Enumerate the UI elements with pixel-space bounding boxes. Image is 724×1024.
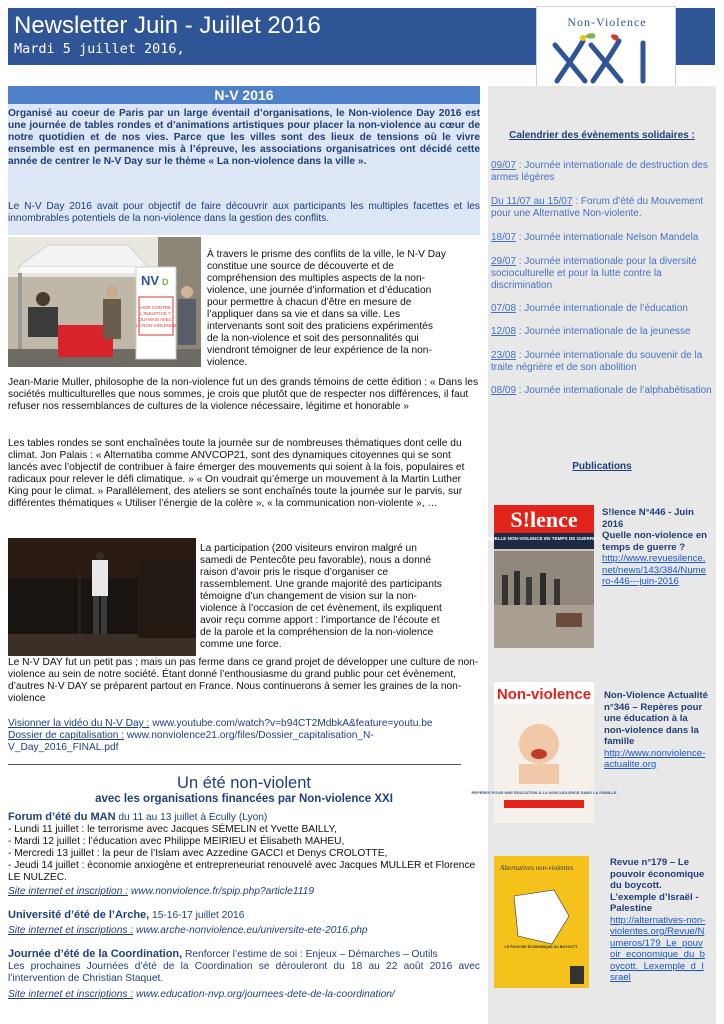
publication-link[interactable]: http://www.nonviolence-actualite.org (604, 747, 706, 770)
dossier-link[interactable]: www.nonviolence21.org/files/Dossier_capitalisation_N-V_Day_2016_FINAL.pdf (8, 730, 374, 753)
calendar-event (491, 160, 713, 184)
anv-cover-sub: LE POUVOIR ÉCONOMIQUE DU BOYCOTT (504, 945, 578, 949)
muller-paragraph: Jean-Marie Muller, philosophe de la non-violence fut un des grands témoins de cette édition : « Dans les sociétés multiculturelles que nous sommes, je crois que plutôt que de respecter nos différences, il faut refuser nos ressemblances de cultures de la violence nécessaire, légitime et honorable » (8, 377, 479, 412)
calendar-event-text: : Journée internationale de l’éducation (516, 303, 688, 314)
objective-paragraph: Le N-V Day 2016 avait pour objectif de faire découvrir aux participants les multiples facettes et les innombrables potentiels de la non-violence dans la gestion des conflits. (8, 201, 480, 224)
forum-item: - Jeudi 14 juillet : économie anxiogène et entrepreneuriat renouvelé avec Jacques MULLER et Florence LE NULZEC. (8, 860, 476, 883)
newsletter-date: Mardi 5 juillet 2016, (14, 41, 185, 57)
speaker-photo (8, 538, 196, 656)
logo-mark-icon (551, 29, 663, 87)
nvday-stand-photo (8, 237, 201, 367)
arche-link-label: Site internet et inscriptions : (8, 925, 134, 936)
calendar-event (491, 303, 713, 315)
calendar-event-date: Du 11/07 au 15/07 (491, 196, 573, 207)
calendar-event-date: 23/08 (491, 350, 517, 361)
silence-cover-title: S!lence (510, 507, 578, 532)
publication-item (604, 690, 708, 771)
calendar-event (491, 196, 713, 220)
publication-link[interactable]: http://alternatives-non-violentes.org/Revue/Numeros/179_Le_pouvoir_economique_du_boycott._Lexemple_d_Israel (610, 914, 706, 983)
publication-title: Revue n°179 – Le pouvoir économique du boycott. L’exemple d’Israël - Palestine (610, 857, 705, 914)
section-heading-nv2016: N-V 2016 (8, 86, 480, 104)
calendar-event-date: 07/08 (491, 303, 517, 314)
calendar-event-text: : Journée internationale de destruction des armes légères (491, 160, 708, 183)
calendar-event-date: 08/09 (491, 385, 517, 396)
forum-item: - Mercredi 13 juillet : la peur de l’Islam avec Azzedine GACCI et Denys CROLOTTE, (8, 848, 388, 859)
calendar-event (491, 326, 713, 338)
calendar-event-text: : Journée internationale du souvenir de la traite négrière et de son abolition (491, 350, 703, 373)
calendar-event-date: 09/07 (491, 160, 517, 171)
calendar-title: Calendrier des évènements solidaires : (509, 130, 695, 141)
publication-title: Non-Violence Actualité n°346 – Repères pour une éducation à la non-violence dans la famille (604, 690, 708, 747)
publication-item (610, 857, 708, 984)
forum-dates: du 11 au 13 juillet à Ecully (Lyon) (115, 812, 268, 823)
calendar-event-date: 29/07 (491, 256, 517, 267)
anv-cover-title: Alternatives non-violentes (500, 864, 574, 872)
publication-item (602, 507, 708, 588)
forum-link[interactable]: www.nonviolence.fr/spip.php?article1119 (128, 886, 314, 897)
coord-link-label: Site internet et inscriptions : (8, 989, 134, 1000)
arche-dates: 15-16-17 juillet 2016 (149, 910, 245, 921)
coord-text: Les prochaines Journées d’été de la Coordination se dérouleront du 18 au 22 août 2016 avec l’intervention de Christian Staquet. (8, 961, 480, 984)
coord-link[interactable]: www.education-nvp.org/journees-dete-de-la-coordination/ (133, 989, 395, 1000)
calendar-event (491, 232, 713, 244)
summer-events (8, 811, 480, 1001)
divider (8, 764, 461, 765)
roundtables-paragraph: Les tables rondes se sont enchaînées toute la journée sur de nombreuses thématiques dont celle du climat. Jon Palais : « Alternatiba comme ANVCOP21, sont des dynamiques citoyennes qui se sont lancés avec l’objectif de contribuer à faire émerger des mouvements qui soient à la fois, populaires et radicaux pour relever le défi climatique. » « On voudrait qu’émerge un mouvement à la Martin Luther King pour le climat. » Parallèlement, des ateliers se sont enchaînés toute la journée sur le parvis, sur différentes thématiques « Utiliser l’énergie de la colère », « la communication non-violente », … (8, 438, 465, 509)
calendar-event-text: : Journée internationale Nelson Mandela (516, 232, 699, 243)
section-heading-summer: Un été non-violent (177, 774, 311, 792)
calendar-event-text: : Forum d’été du Mouvement pour une Alternative Non-violente. (491, 196, 704, 219)
calendar-event (491, 256, 713, 292)
publication-link[interactable]: http://www.revuesilence.net/news/143/384/Numero-446---juin-2016 (602, 553, 706, 587)
svg-text:NV: NV (141, 273, 160, 288)
calendar-event-text: : Journée internationale de l’alphabétisation (516, 385, 712, 396)
publication-subtitle: Quelle non-violence en temps de guerre ? (602, 530, 708, 553)
anv-cover[interactable] (494, 856, 589, 988)
forum-item: - Lundi 11 juillet : le terrorisme avec Jacques SÉMELIN et Yvette BAILLY, (8, 824, 337, 835)
silence-cover-sub: QUELLE NON-VIOLENCE EN TEMPS DE GUERRE ? (487, 536, 601, 541)
publications-title: Publications (572, 461, 632, 472)
nv-actualite-cover[interactable] (471, 682, 617, 823)
intro-paragraph: Organisé au coeur de Paris par un large éventail d’organisations, le Non-violence Day 2016 est une journée de tables rondes et d’animations artistiques pour placer la non-violence au cœur de notre quotidien et de nos vies. Parce que les villes sont des lieux de tensions où le vivre ensemble est en permanence mis à l’épreuve, les associations organisatrices ont décidé cette année de centrer le N-V Day sur le thème « La non-violence dans la ville ». (8, 108, 480, 167)
photo1-sign: AGIR CONTRE L’INJUSTICE ? OUI MAIS AVEC LA NON-VIOLENCE (135, 305, 177, 328)
calendar-event-text: : Journée internationale pour la diversité socioculturelle et pour la lutte contre la discrimination (491, 256, 697, 291)
coord-title: Journée d’été de la Coordination, (8, 948, 183, 960)
calendar-event-text: : Journée internationale de la jeunesse (516, 326, 691, 337)
coord-theme: Renforcer l’estime de soi : Enjeux – Démarches – Outils (182, 949, 438, 960)
newsletter-title: Newsletter Juin - Juillet 2016 (14, 12, 321, 39)
nv-cover-sub: REPÈRES POUR UNE ÉDUCATION À LA NON-VIOLENCE DANS LA FAMILLE (471, 790, 617, 795)
forum-title: Forum d’été du MAN (8, 811, 116, 823)
dossier-link-label: Dossier de capitalisation : (8, 730, 125, 741)
calendar-event (491, 350, 713, 374)
small-step-paragraph: Le N-V DAY fut un petit pas ; mais un pas ferme dans ce grand projet de développer une culture de non-violence au sein de notre société. Étant donné l’enthousiasme du grand public pour cet évènement, d’autres N-V DAY se préparent partout en France. Nous continuerons à semer les graines de la non-violence (8, 657, 479, 704)
video-link-label: Visionner la vidéo du N-V Day : (8, 718, 150, 729)
prism-paragraph: À travers le prisme des conflits de la ville, le N-V Day constitue une source de découverte et de compréhension des multiples aspects de la non-violence, une journée d’information et d’éducation pour permettre à chacun d’être en mesure de l’appliquer dans sa vie et dans sa ville. Les intervenants sont soit des praticiens expérimentés de la non-violence et soit des personnalités qui viendront témoigner de leur expérience de la non-violence. (207, 249, 446, 368)
logo-top-text: Non-Violence (567, 15, 647, 29)
arche-title: Université d’été de l’Arche, (8, 909, 150, 921)
nv-cover-title: Non-violence (496, 686, 592, 703)
calendar-event (491, 385, 713, 397)
publication-title: S!lence N°446 - Juin 2016 (602, 507, 694, 530)
participation-paragraph: La participation (200 visiteurs environ malgré un samedi de Pentecôte peu favorable), nous a donné raison d’avoir pris le risque d’organiser ce rassemblement. Une grande majorité des participants témoigne d’un changement de vision sur la non-violence à l’occasion de cet évènement, ils expliquent avoir reçu comme apport : l’importance de l’écoute et de la parole et la compréhension de la non-violence comme une force. (200, 543, 442, 650)
video-link[interactable]: www.youtube.com/watch?v=b94CT2MdbkA&feature=youtu.be (149, 718, 433, 729)
calendar-event-date: 12/08 (491, 326, 517, 337)
forum-link-label: Site internet et inscription : (8, 886, 129, 897)
silence-cover[interactable] (487, 505, 601, 648)
svg-text:D: D (162, 277, 169, 287)
forum-item: - Mardi 12 juillet : l’éducation avec Philippe MEIRIEU et Élisabeth MAHEU, (8, 836, 345, 847)
section-subheading-summer: avec les organisations financées par Non-violence XXI (95, 793, 393, 805)
calendar-event-date: 18/07 (491, 232, 517, 243)
arche-link[interactable]: www.arche-nonviolence.eu/universite-ete-2016.php (133, 925, 368, 936)
nvday-links (8, 718, 480, 754)
